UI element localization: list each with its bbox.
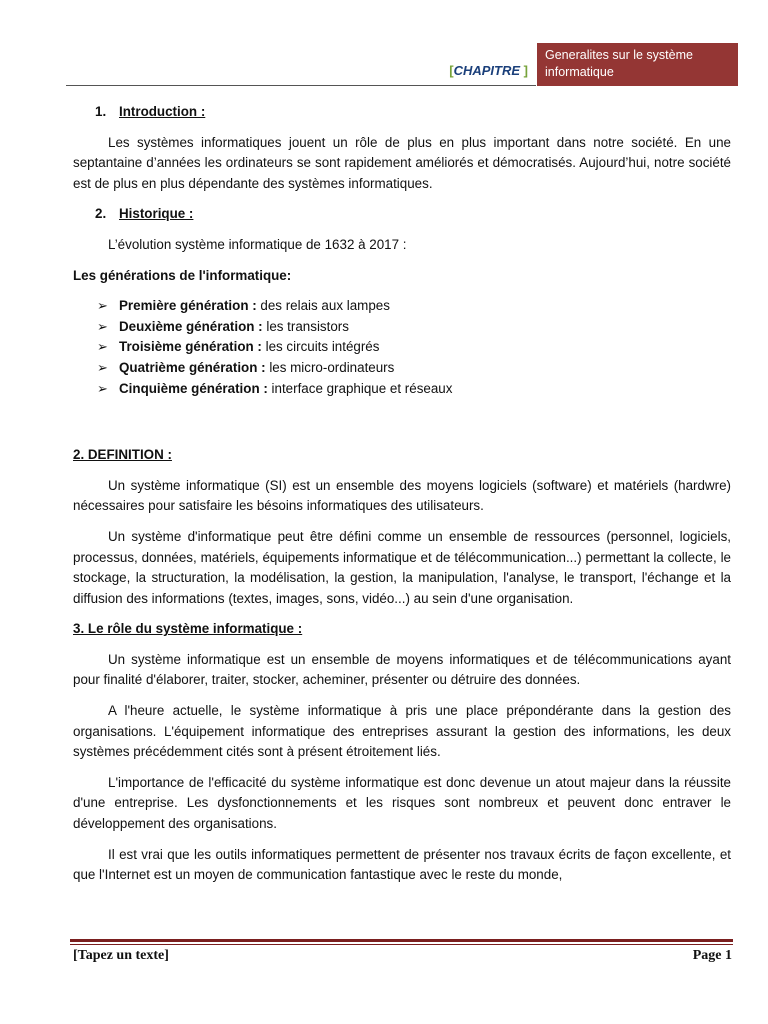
role-paragraph-2: A l'heure actuelle, le système informatique à pris une place prépondérante dans la gestion des organisations. L'équipement informatique des entreprises assurant la gestion des informations, les deux systèmes précédemment cités sont à présent étroitement liés. bbox=[73, 703, 731, 760]
item-label: Quatrième génération : bbox=[119, 359, 266, 375]
role-paragraph-1: Un système informatique est un ensemble de moyens informatiques et de télécommunications ayant pour finalité d'élaborer, traiter, stocker, acheminer, présenter ou détruire des données. bbox=[73, 651, 731, 688]
heading-text: Introduction : bbox=[119, 104, 206, 119]
heading-role: 3. Le rôle du système informatique : bbox=[73, 621, 303, 637]
header-divider bbox=[66, 85, 536, 86]
list-item bbox=[97, 337, 731, 358]
role-paragraph-3: L'importance de l'efficacité du système informatique est donc devenue un atout majeur dans la réussite d'une entreprise. Les dysfonctionnements et les risques sont nombreux et peuvent donc entraver le développement des organisations. bbox=[73, 774, 731, 832]
chapter-bracket-close: ] bbox=[523, 63, 528, 78]
heading-definition: 2. DEFINITION : bbox=[73, 447, 172, 463]
item-text: les circuits intégrés bbox=[261, 339, 380, 355]
chapter-label bbox=[449, 63, 528, 78]
role-paragraph-4: Il est vrai que les outils informatiques permettent de présenter nos travaux écrits de façon excellente, et que l'Internet est un moyen de communication fantastique avec le reste du monde, bbox=[73, 846, 731, 883]
arrow-bullet-icon: ➢ bbox=[97, 298, 108, 314]
item-text: des relais aux lampes bbox=[256, 298, 390, 314]
item-text: interface graphique et réseaux bbox=[267, 380, 453, 396]
definition-paragraph-1: Un système informatique (SI) est un ensemble des moyens logiciels (software) et matériels (hardwre) nécessaires pour satisfaire les bésoins informatiques des utilisateurs. bbox=[73, 477, 731, 514]
document-body bbox=[73, 96, 731, 886]
arrow-bullet-icon: ➢ bbox=[97, 359, 108, 375]
heading-text: Historique : bbox=[119, 206, 194, 222]
item-label: Deuxième génération : bbox=[119, 318, 263, 334]
chapter-title-line1: Generalites sur le système bbox=[545, 48, 693, 62]
item-text: les micro-ordinateurs bbox=[265, 359, 395, 375]
heading-historique bbox=[95, 204, 731, 225]
item-label: Troisième génération : bbox=[119, 339, 262, 355]
heading-introduction bbox=[95, 102, 731, 123]
list-item bbox=[97, 379, 731, 400]
generations-list bbox=[73, 296, 731, 399]
list-item bbox=[97, 317, 731, 338]
page-number: Page 1 bbox=[692, 948, 732, 963]
list-item bbox=[97, 296, 731, 317]
list-item bbox=[97, 358, 731, 379]
footer-placeholder-text: [Tapez un texte] bbox=[73, 948, 169, 963]
chapter-title-box bbox=[537, 43, 738, 86]
intro-paragraph: Les systèmes informatiques jouent un rôle de plus en plus important dans notre société. En une septantaine d’années les ordinateurs se sont rapidement améliorés et démocratisés. Aujourd’hui, notre société est de plus en plus dépendante des systèmes informatiques. bbox=[73, 134, 731, 191]
item-label: Cinquième génération : bbox=[119, 380, 268, 396]
chapter-title-line2: informatique bbox=[545, 65, 614, 79]
item-label: Première génération : bbox=[119, 298, 257, 314]
heading-number: 2. bbox=[95, 206, 107, 222]
arrow-bullet-icon: ➢ bbox=[97, 380, 108, 396]
heading-number: 1. bbox=[95, 104, 107, 119]
chapter-text: CHAPITRE bbox=[453, 63, 521, 78]
definition-paragraph-2: Un système d'informatique peut être défini comme un ensemble de ressources (personnel, logiciels, processus, données, matériels, équipements informatique et de télécommunication...) permettant la collecte, le stockage, la structuration, la modélisation, la gestion, la manipulation, l'analyse, le transport, l'échange et la diffusion des informations (textes, images, sons, vidéo...) au sein d'une organisation. bbox=[73, 528, 731, 606]
arrow-bullet-icon: ➢ bbox=[97, 339, 108, 355]
historique-paragraph: L’évolution système informatique de 1632 à 2017 : bbox=[108, 236, 407, 252]
footer-divider-thin bbox=[70, 944, 733, 945]
item-text: les transistors bbox=[262, 318, 349, 334]
generations-title: Les générations de l'informatique: bbox=[73, 267, 292, 283]
chapter-bracket-open: [ bbox=[449, 63, 454, 78]
arrow-bullet-icon: ➢ bbox=[97, 318, 108, 334]
footer-divider-thick bbox=[70, 939, 733, 942]
